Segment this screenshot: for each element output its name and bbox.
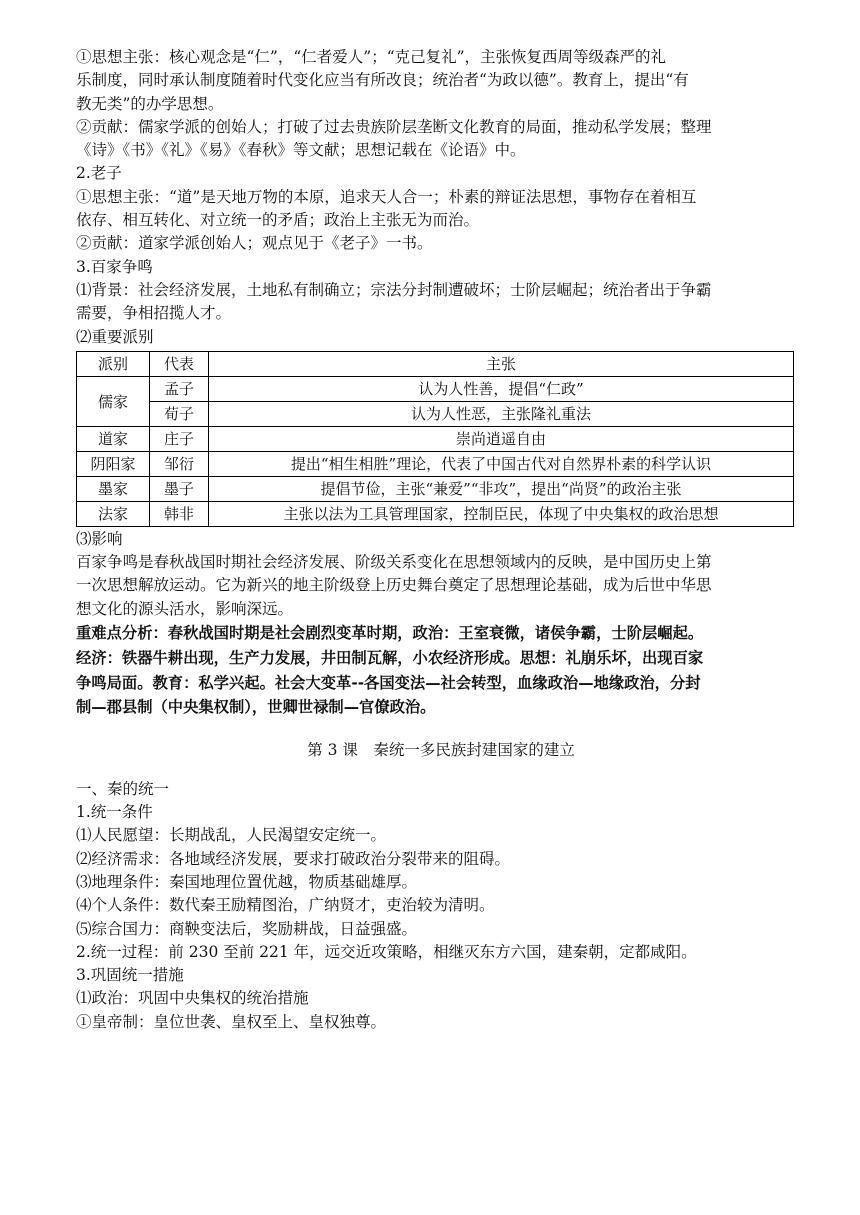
subsection-heading: 3.巩固统一措施 [76, 966, 184, 985]
subsection-heading: 1.统一条件 [76, 803, 153, 822]
representative-cell: 韩非 [150, 501, 209, 526]
table-row [77, 476, 794, 501]
table-header-cell: 代表 [150, 351, 209, 376]
school-cell: 儒家 [77, 376, 150, 426]
key-analysis-line: 制—郡县制（中央集权制），世卿世禄制—官僚政治。 [76, 698, 436, 717]
laozi-thought-line: ①思想主张：“道”是天地万物的本原，追求天人合一；朴素的辩证法思想，事物存在着相互 [76, 187, 697, 206]
idea-cell: 崇尚逍遥自由 [209, 426, 794, 451]
confucius-thought-line: 教无类”的办学思想。 [76, 94, 224, 113]
table-header-cell: 派别 [77, 351, 150, 376]
idea-cell: 认为人性善，提倡“仁政” [209, 376, 794, 401]
table-row [77, 451, 794, 476]
table-header-cell: 主张 [209, 351, 794, 376]
key-analysis-line: 争鸣局面。教育：私学兴起。社会大变革--各国变法—社会转型，血缘政治—地缘政治，分封 [76, 673, 701, 692]
confucius-contribution-line: ②贡献：儒家学派的创始人；打破了过去贵族阶层垄断文化教育的局面，推动私学发展；整理 [76, 117, 712, 136]
representative-cell: 庄子 [150, 426, 209, 451]
representative-cell: 邹衍 [150, 451, 209, 476]
table-header-row [77, 351, 794, 376]
hundred-schools-heading: 3.百家争鸣 [76, 257, 153, 276]
impact-line: 想文化的源头活水，影响深远。 [76, 599, 294, 618]
idea-cell: 提倡节俭，主张“兼爱”“非攻”，提出“尚贤”的政治主张 [209, 476, 794, 501]
idea-cell: 认为人性恶，主张隆礼重法 [209, 401, 794, 426]
lesson-title: 第 3 课 秦统一多民族封建国家的建立 [307, 741, 575, 760]
table-row [77, 401, 794, 426]
school-cell: 道家 [77, 426, 150, 451]
document-page [76, 46, 794, 1034]
condition-item: ⑸综合国力：商鞅变法后，奖励耕战，日益强盛。 [76, 919, 418, 938]
representative-cell: 墨子 [150, 476, 209, 501]
table-row [77, 376, 794, 401]
confucius-thought-line: 乐制度，同时承认制度随着时代变化应当有所改良；统治者“为政以德”。教育上，提出“有 [76, 71, 689, 90]
section-heading: 一、秦的统一 [76, 779, 170, 798]
impact-line: 一次思想解放运动。它为新兴的地主阶级登上历史舞台奠定了思想理论基础，成为后世中华思 [76, 576, 712, 595]
laozi-heading: 2.老子 [76, 164, 122, 183]
table-row [77, 426, 794, 451]
condition-item: ⑴人民愿望：长期战乱，人民渴望安定统一。 [76, 826, 387, 845]
confucius-thought-line: ①思想主张：核心观念是“仁”，“仁者爱人”；“克己复礼”，主张恢复西周等级森严的礼 [76, 48, 667, 66]
school-cell: 阴阳家 [77, 451, 150, 476]
background-line: 需要，争相招揽人才。 [76, 304, 232, 323]
unification-process: 2.统一过程：前 230 至前 221 年，远交近攻策略，相继灭东方六国，建秦朝，定都咸阳。 [76, 942, 697, 961]
laozi-thought-line: 依存、相互转化、对立统一的矛盾；政治上主张无为而治。 [76, 211, 480, 230]
condition-item: ⑵经济需求：各地域经济发展，要求打破政治分裂带来的阻碍。 [76, 849, 511, 868]
condition-item: ⑶地理条件：秦国地理位置优越，物质基础雄厚。 [76, 872, 418, 891]
measure-item: ⑴政治：巩固中央集权的统治措施 [76, 989, 309, 1008]
representative-cell: 孟子 [150, 376, 209, 401]
key-analysis-line: 经济：铁器牛耕出现，生产力发展，井田制瓦解，小农经济形成。思想：礼崩乐坏，出现百家 [76, 648, 704, 667]
table-row [77, 501, 794, 526]
laozi-contribution: ②贡献：道家学派创始人；观点见于《老子》一书。 [76, 234, 433, 253]
school-cell: 墨家 [77, 476, 150, 501]
schools-heading: ⑵重要派别 [76, 327, 154, 346]
background-line: ⑴背景：社会经济发展，土地私有制确立；宗法分封制遭破坏；士阶层崛起；统治者出于争霸 [76, 280, 712, 299]
school-cell: 法家 [77, 501, 150, 526]
representative-cell: 荀子 [150, 401, 209, 426]
idea-cell: 提出“相生相胜”理论，代表了中国古代对自然界朴素的科学认识 [209, 451, 794, 476]
idea-cell: 主张以法为工具管理国家，控制臣民，体现了中央集权的政治思想 [209, 501, 794, 526]
measure-item: ①皇帝制：皇位世袭、皇权至上、皇权独尊。 [76, 1012, 387, 1031]
confucius-contribution-line: 《诗》《书》《礼》《易》《春秋》等文献；思想记载在《论语》中。 [76, 141, 526, 160]
impact-heading: ⑶影响 [76, 529, 123, 548]
impact-line: 百家争鸣是春秋战国时期社会经济发展、阶级关系变化在思想领域内的反映，是中国历史上第 [76, 553, 712, 572]
schools-table [76, 351, 794, 527]
condition-item: ⑷个人条件：数代秦王励精图治，广纳贤才，吏治较为清明。 [76, 896, 495, 915]
key-analysis-line: 重难点分析：春秋战国时期是社会剧烈变革时期，政治：王室衰微，诸侯争霸，士阶层崛起。 [76, 624, 704, 643]
